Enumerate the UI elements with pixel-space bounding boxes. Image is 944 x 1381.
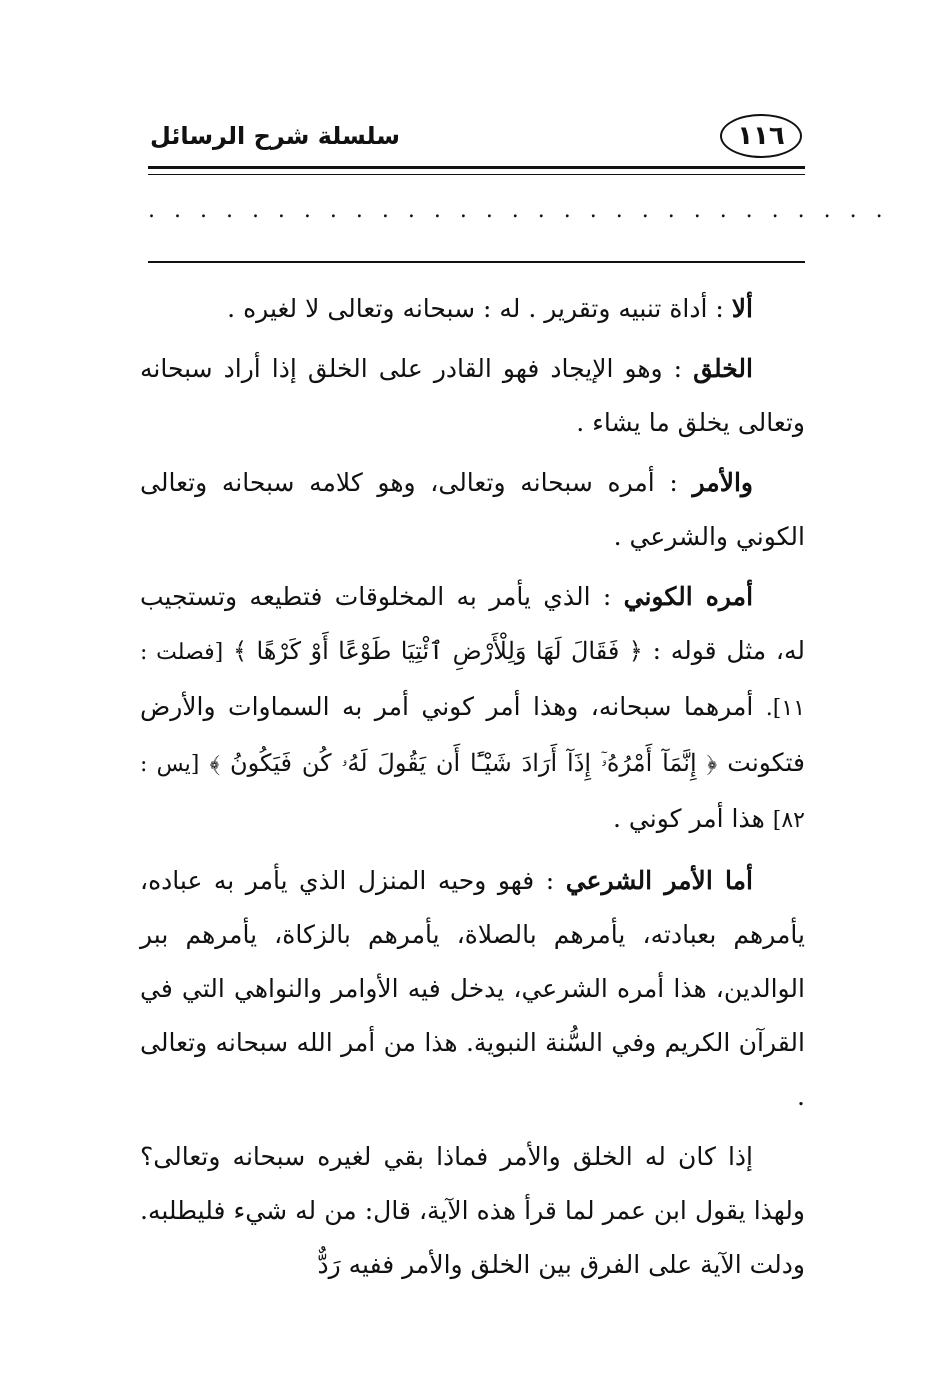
paragraph-text: : أداة تنبيه وتقرير . له : سبحانه وتعالى لا لغيره . (227, 294, 724, 323)
paragraph-text: : أمره سبحانه وتعالى، وهو كلامه سبحانه وتعالى الكوني والشرعي . (140, 468, 805, 551)
verse-reference: [يس : ٨٢] (140, 752, 805, 833)
series-title: سلسلة شرح الرسائل (150, 122, 400, 150)
header-rule-thin (148, 174, 805, 175)
term-kawni: أمره الكوني (623, 582, 754, 611)
paragraph-text: : وهو الإيجاد فهو القادر على الخلق إذا أراد سبحانه وتعالى يخلق ما يشاء . (140, 354, 805, 437)
paragraph-conclusion (140, 1130, 805, 1292)
paragraph-text: هذا أمر كوني . (613, 804, 765, 833)
paragraph-shari (140, 854, 805, 1124)
term-shari: أما الأمر الشرعي (565, 866, 753, 895)
term-khalq: الخلق (693, 354, 753, 383)
paragraph-text: أمرهما سبحانه، وهذا أمر كوني أمر به السماوات والأرض فتكونت (140, 692, 805, 777)
paragraph-khalq (140, 342, 805, 450)
page-number: ١١٦ (720, 114, 802, 158)
section-rule (148, 261, 805, 263)
paragraph-kawni (140, 570, 805, 848)
paragraph-text: : فهو وحيه المنزل الذي يأمر به عباده، يأمرهم بعبادته، يأمرهم بالصلاة، يأمرهم بالزكاة، يأمرهم ببر الوالدين، هذا أمره الشرعي، يدخل فيه الأوامر والنواهي التي في القرآن الكريم وفي السُّنة النبوية. هذا من أمر الله سبحانه وتعالى . (140, 866, 805, 1111)
paragraph-ala (140, 282, 805, 336)
header-rule-thick (148, 166, 805, 169)
verse-reference: [فصلت : ١١]. (140, 640, 806, 721)
quran-verse: ﴿ إِنَّمَآ أَمْرُهُۥٓ إِذَآ أَرَادَ شَيْـًٔا أَن يَقُولَ لَهُۥ كُن فَيَكُونُ ﴾ (209, 749, 718, 777)
paragraph-text: : الذي يأمر به المخلوقات فتطيعه وتستجيب له، مثل قوله : (140, 582, 806, 665)
term-amr: والأمر (692, 468, 753, 497)
paragraph-amr (140, 456, 805, 564)
running-header (140, 112, 810, 162)
ellipsis-separator: . . . . . . . . . . . . . . . . . . . . . . . . . . . . . (148, 198, 889, 223)
quran-verse: ﴿ فَقَالَ لَهَا وَلِلْأَرْضِ ٱئْتِيَا طَوْعًا أَوْ كَرْهًا ﴾ (232, 637, 643, 665)
page-body (140, 282, 805, 1298)
term-ala: ألا (731, 294, 753, 323)
paragraph-text: إذا كان له الخلق والأمر فماذا بقي لغيره سبحانه وتعالى؟ ولهذا يقول ابن عمر لما قرأ هذه الآية، قال: من له شيء فليطلبه. ودلت الآية على الفرق بين الخلق والأمر ففيه رَدٌّ (140, 1142, 805, 1279)
